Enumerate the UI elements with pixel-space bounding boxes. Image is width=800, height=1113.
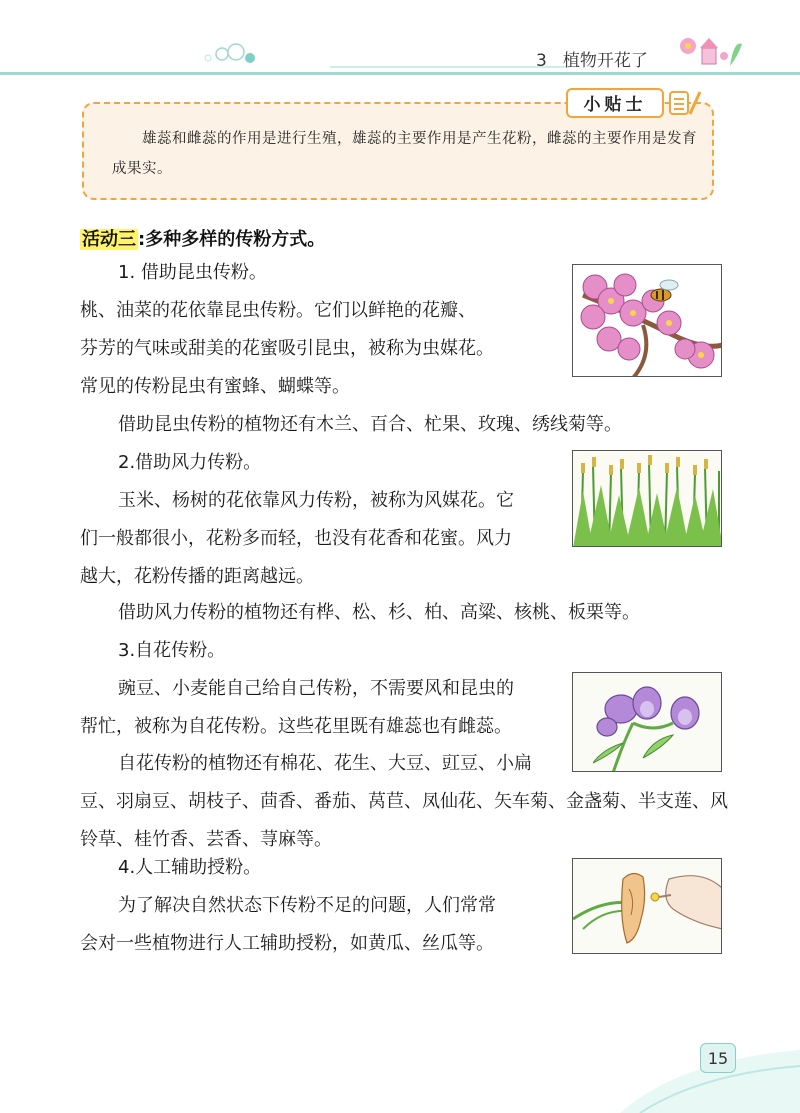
header-rule-accent bbox=[330, 66, 570, 68]
self-line-5: 铃草、桂竹香、芸香、荨麻等。 bbox=[80, 829, 332, 850]
insect-heading: 1. 借助昆虫传粉。 bbox=[118, 262, 267, 283]
chapter-title: 植物开花了 bbox=[562, 51, 648, 71]
insect-line-1: 桃、油菜的花依靠昆虫传粉。它们以鲜艳的花瓣、 bbox=[80, 300, 476, 321]
wind-line-1: 玉米、杨树的花依靠风力传粉，被称为风媒花。它 bbox=[118, 490, 514, 511]
self-line-1: 豌豆、小麦能自己给自己传粉，不需要风和昆虫的 bbox=[118, 678, 514, 699]
self-line-3: 自花传粉的植物还有棉花、花生、大豆、豇豆、小扁 bbox=[118, 753, 532, 774]
tip-text: 雄蕊和雌蕊的作用是进行生殖，雄蕊的主要作用是产生花粉，雌蕊的主要作用是发育成果实。 bbox=[112, 131, 697, 177]
pea-flower-image bbox=[572, 672, 722, 772]
activity-title-highlight: 活动三 bbox=[82, 229, 136, 250]
activity-title bbox=[80, 225, 325, 251]
hand-pollination-image bbox=[572, 858, 722, 954]
page-number: 15 bbox=[700, 1043, 736, 1073]
wind-examples: 借助风力传粉的植物还有桦、松、杉、柏、高粱、核桃、板栗等。 bbox=[118, 602, 640, 623]
wind-line-3: 越大，花粉传播的距离越远。 bbox=[80, 566, 314, 587]
peach-blossom-bee-image bbox=[572, 264, 722, 377]
artificial-line-2: 会对一些植物进行人工辅助授粉，如黄瓜、丝瓜等。 bbox=[80, 933, 494, 954]
header-bubbles-decoration bbox=[196, 38, 276, 70]
artificial-line-1: 为了解决自然状态下传粉不足的问题，人们常常 bbox=[118, 895, 496, 916]
flower-decoration-icon bbox=[672, 30, 752, 72]
self-line-2: 帮忙，被称为自花传粉。这些花里既有雄蕊也有雌蕊。 bbox=[80, 716, 512, 737]
chapter-heading bbox=[536, 46, 648, 71]
wind-line-2: 们一般都很小，花粉多而轻，也没有花香和花蜜。风力 bbox=[80, 528, 512, 549]
pencil-note-icon bbox=[666, 86, 706, 122]
activity-title-rest: :多种多样的传粉方式。 bbox=[138, 229, 326, 250]
insect-line-3: 常见的传粉昆虫有蜜蜂、蝴蝶等。 bbox=[80, 376, 350, 397]
self-line-4: 豆、羽扇豆、胡枝子、茴香、番茄、莴苣、凤仙花、矢车菊、金盏菊、半支莲、风 bbox=[80, 791, 728, 812]
chapter-number: 3 bbox=[536, 51, 547, 71]
insect-examples: 借助昆虫传粉的植物还有木兰、百合、杧果、玫瑰、绣线菊等。 bbox=[118, 414, 622, 435]
insect-line-2: 芬芳的气味或甜美的花蜜吸引昆虫，被称为虫媒花。 bbox=[80, 338, 494, 359]
tip-label: 小贴士 bbox=[566, 88, 664, 118]
corn-field-image bbox=[572, 450, 722, 547]
self-heading: 3.自花传粉。 bbox=[118, 640, 226, 661]
artificial-heading: 4.人工辅助授粉。 bbox=[118, 857, 262, 878]
wind-heading: 2.借助风力传粉。 bbox=[118, 452, 262, 473]
header-rule bbox=[0, 72, 800, 75]
